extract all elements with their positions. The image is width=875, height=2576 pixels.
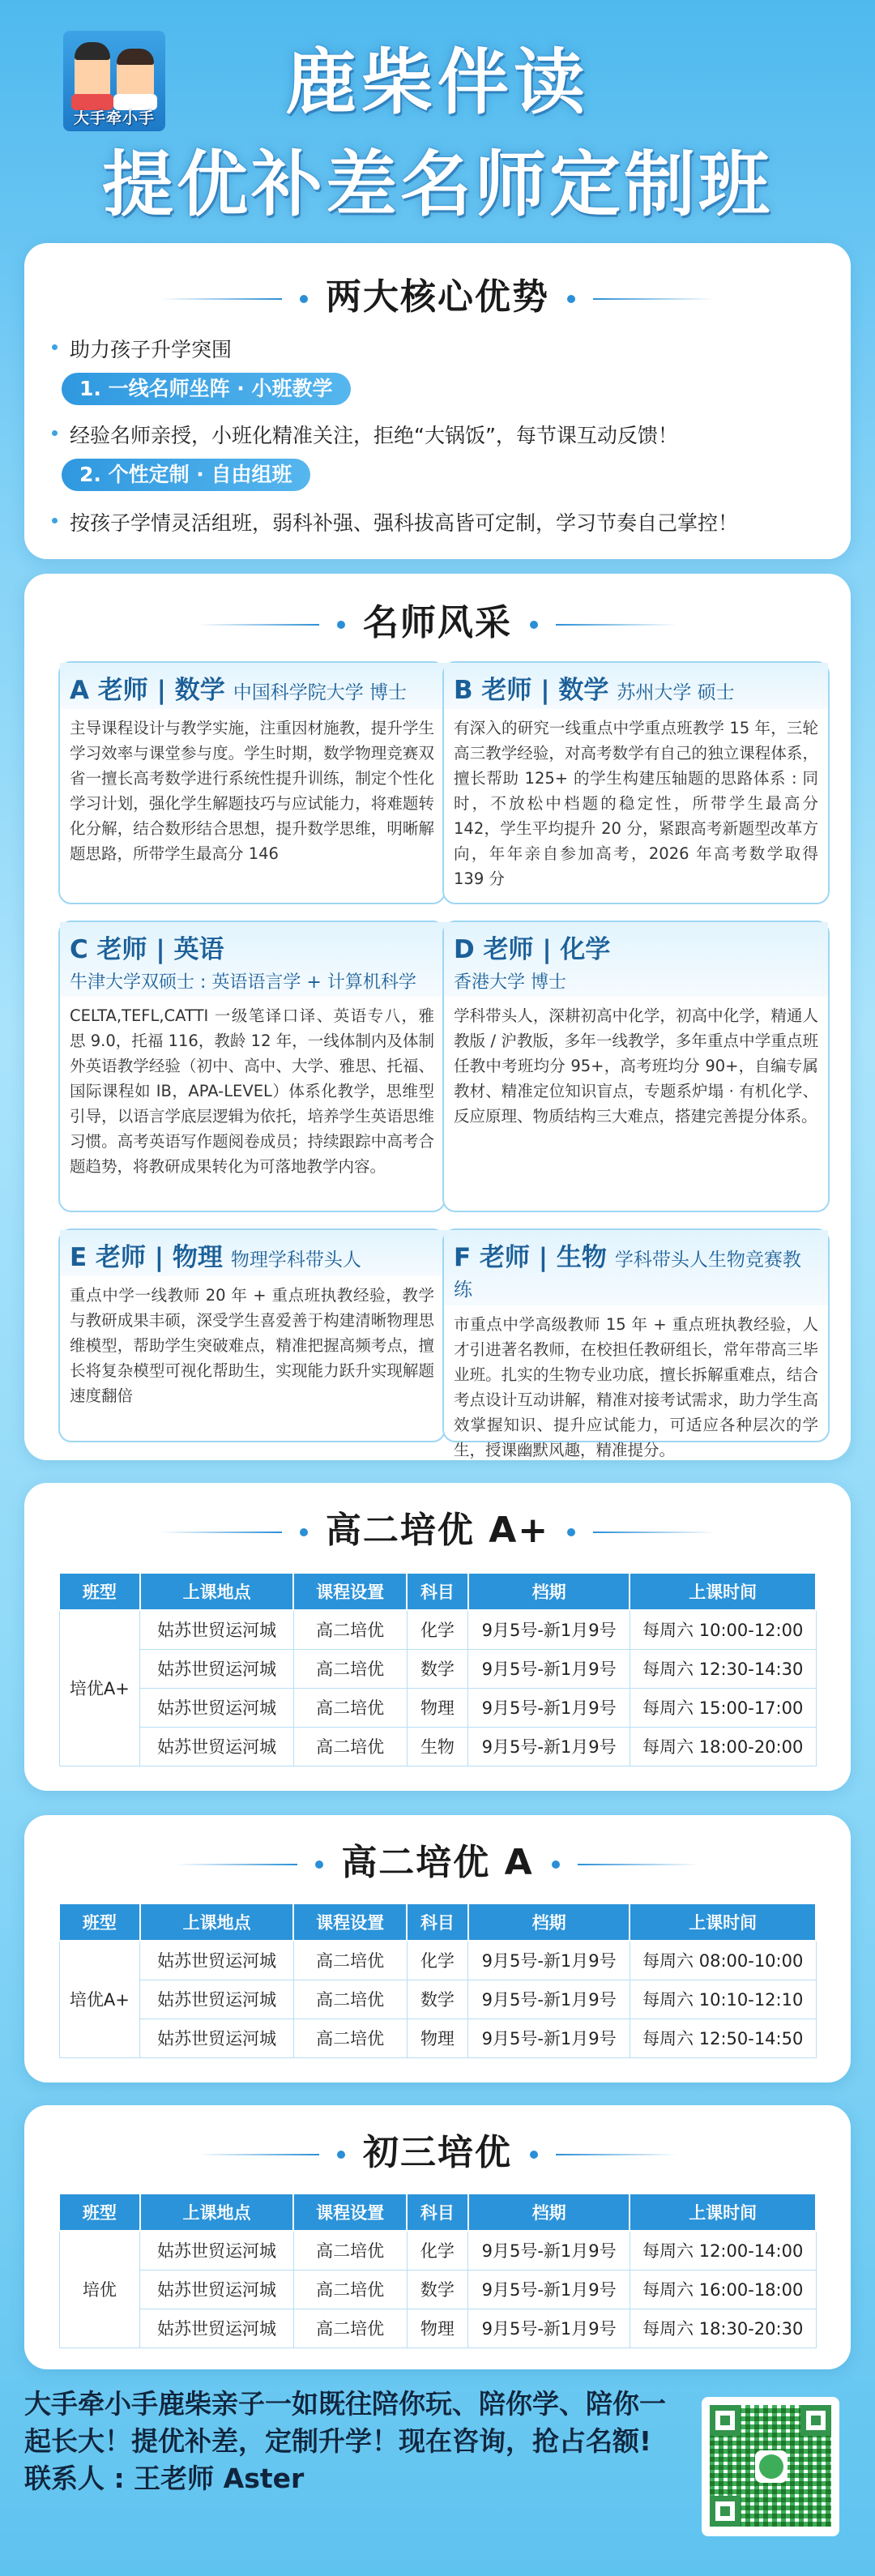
teacher-credential: 苏州大学 硕士	[617, 682, 735, 703]
table-cell: 9月5号-新1月9号	[468, 1727, 630, 1766]
teacher-description: 重点中学一线教师 20 年 + 重点班执教经验，教学与教研成果丰硕，深受学生喜爱善于构建清晰物理思维模型，帮助学生突破难点，精准把握高频考点，擅长将复杂模型可视化帮助生，实现能力跃升实现解题速度翻倍	[70, 1286, 434, 1405]
teacher-card-a	[58, 661, 446, 904]
table-cell: 姑苏世贸运河城	[140, 2309, 294, 2347]
table-cell: 姑苏世贸运河城	[140, 1688, 294, 1727]
table-cell: 高二培优	[293, 1941, 407, 1980]
title-line-left	[160, 1532, 282, 1533]
schedule-title	[24, 2123, 851, 2175]
col-header: 班型	[59, 2194, 140, 2231]
table-cell: 每周六 12:50-14:50	[630, 2019, 816, 2057]
table-cell: 高二培优	[293, 2019, 407, 2057]
table-cell: 化学	[407, 1610, 468, 1649]
table-cell: 姑苏世贸运河城	[140, 1610, 294, 1649]
col-header: 档期	[468, 1903, 630, 1941]
table-row	[59, 1941, 816, 1980]
table-cell: 每周六 08:00-10:00	[630, 1941, 816, 1980]
title-line-right	[593, 1532, 715, 1533]
title-dot-left	[300, 295, 308, 303]
table-cell: 物理	[407, 1688, 468, 1727]
table-cell: 每周六 18:00-20:00	[630, 1727, 816, 1766]
table-cell: 姑苏世贸运河城	[140, 1649, 294, 1688]
table-cell: 生物	[407, 1727, 468, 1766]
advantages-title-text: 两大核心优势	[326, 276, 549, 318]
table-cell: 9月5号-新1月9号	[468, 2309, 630, 2347]
table-cell: 9月5号-新1月9号	[468, 1941, 630, 1980]
table-cell: 高二培优	[293, 2309, 407, 2347]
table-row	[59, 1610, 816, 1649]
teacher-card-f	[442, 1228, 830, 1459]
qr-finder-bottom-left	[710, 2496, 741, 2527]
advantage-2-text: 按孩子学情灵活组班，弱科补强、强科拔高皆可定制，学习节奏自己掌控！	[70, 507, 738, 536]
col-header: 课程设置	[293, 1903, 407, 1941]
col-header: 档期	[468, 2194, 630, 2231]
schedule-table	[58, 2193, 817, 2348]
table-cell: 每周六 10:10-12:10	[630, 1980, 816, 2019]
title-dot-right	[530, 2151, 538, 2159]
col-header: 班型	[59, 1573, 140, 1610]
teacher-card-c	[58, 921, 446, 1212]
title-dot-left	[337, 621, 345, 629]
table-cell: 高二培优	[293, 1610, 407, 1649]
teacher-credential: 物理学科带头人	[230, 1250, 361, 1271]
teacher-header	[444, 922, 828, 997]
table-cell: 物理	[407, 2019, 468, 2057]
advantage-1-title: 1. 一线名师坐阵 · 小班教学	[62, 373, 351, 405]
table-cell: 化学	[407, 2231, 468, 2270]
table-cell: 姑苏世贸运河城	[140, 1980, 294, 2019]
teacher-name: D 老师 | 化学	[454, 935, 611, 964]
teacher-header	[60, 663, 444, 709]
col-header: 班型	[59, 1903, 140, 1941]
page-title-line1: 鹿柴伴读	[284, 41, 590, 124]
teacher-description: 学科带头人，深耕初高中化学，初高中化学，精通人教版 / 沪教版，多年一线教学，多年重点中学重点班任教中考班均分 95+，高考班均分 90+，自编专属教材、精准定位知识盲点，专题系炉塌 · 有机化学、反应原理、物质结构三大难点，搭建完善提分体系。	[454, 1006, 818, 1126]
teachers-title	[24, 593, 851, 645]
table-cell: 高二培优	[293, 2270, 407, 2309]
footer-slogan: 大手牵小手鹿柴亲子一如既往陪你玩、陪你学、陪你一起长大！提优补差，定制升学！现在咨询，抢占名额!	[24, 2388, 666, 2457]
schedule-title-text: 高二培优 A+	[325, 1510, 550, 1551]
table-cell: 姑苏世贸运河城	[140, 2270, 294, 2309]
table-cell: 每周六 12:30-14:30	[630, 1649, 816, 1688]
teacher-credential: 中国科学院大学 博士	[233, 682, 408, 703]
title-line-left	[176, 1864, 297, 1865]
teacher-header	[444, 1230, 828, 1305]
table-cell: 化学	[407, 1941, 468, 1980]
teacher-name: A 老师 | 数学	[70, 676, 225, 705]
teachers-card	[24, 574, 851, 1460]
title-line-left	[198, 2154, 319, 2155]
col-header: 课程设置	[293, 1573, 407, 1610]
title-line-right	[593, 298, 715, 300]
teacher-card-b	[442, 661, 830, 904]
table-row	[59, 1727, 816, 1766]
teacher-name: E 老师 | 物理	[70, 1243, 223, 1272]
title-line-right	[556, 624, 677, 626]
table-cell: 9月5号-新1月9号	[468, 2270, 630, 2309]
table-cell: 姑苏世贸运河城	[140, 2231, 294, 2270]
schedule-table	[58, 1903, 817, 2058]
teacher-header	[60, 922, 444, 997]
col-header: 上课地点	[140, 2194, 294, 2231]
title-line-right	[556, 2154, 677, 2155]
title-dot-left	[315, 1860, 323, 1869]
table-cell: 9月5号-新1月9号	[468, 1649, 630, 1688]
table-cell: 高二培优	[293, 1727, 407, 1766]
schedule-card-a-plus	[24, 1483, 851, 1791]
table-cell: 数学	[407, 1649, 468, 1688]
footer-contact: 联系人 : 王老师 Aster	[24, 2463, 305, 2494]
schedule-title-text: 高二培优 A	[341, 1842, 534, 1883]
advantage-1-text: 经验名师亲授，小班化精准关注，拒绝“大锅饭”，每节课互动反馈！	[70, 420, 678, 449]
teacher-credential: 学科带头人生物竞赛教练	[454, 1250, 801, 1301]
class-type-cell: 培优A+	[59, 1610, 140, 1766]
table-cell: 数学	[407, 2270, 468, 2309]
teacher-card-e	[58, 1228, 446, 1442]
col-header: 上课地点	[140, 1573, 294, 1610]
schedule-title-text: 初三培优	[363, 2132, 512, 2173]
title-dot-right	[552, 1860, 560, 1869]
table-cell: 9月5号-新1月9号	[468, 1610, 630, 1649]
teacher-description: 有深入的研究一线重点中学重点班教学 15 年，三轮高三教学经验，对高考数学有自己的独立课程体系，擅长帮助 125+ 的学生构建压轴题的思路体系 : 同时，不放松中档题的稳定性，所带学生最高分 142，学生平均提升 20 分，紧跟高考新题型改革方向，年年亲自参加高考，2026 年高考数学取得 139 分	[454, 719, 818, 888]
teacher-description: 市重点中学高级教师 15 年 + 重点班执教经验，人才引进著名教师，在校担任教研组长，常年带高三毕业班。扎实的生物专业功底，擅长拆解重难点，结合考点设计互动讲解，精准对接考试需求，助力学生高效掌握知识、提升应试能力，可适应各种层次的学生，授课幽默风趣，精准提分。	[454, 1315, 818, 1459]
title-line-left	[198, 624, 319, 626]
table-header-row	[59, 1903, 816, 1941]
schedule-table	[58, 1572, 817, 1766]
qr-code-pattern	[710, 2405, 831, 2527]
teacher-name: F 老师 | 生物	[454, 1243, 607, 1272]
qr-finder-top-right	[800, 2405, 831, 2436]
table-cell: 高二培优	[293, 1688, 407, 1727]
table-cell: 高二培优	[293, 2231, 407, 2270]
table-row	[59, 2309, 816, 2347]
title-dot-right	[567, 1528, 575, 1536]
col-header: 上课地点	[140, 1903, 294, 1941]
col-header: 科目	[407, 2194, 468, 2231]
qr-code-image[interactable]	[702, 2397, 839, 2536]
advantages-intro: 助力孩子升学突围	[70, 334, 232, 363]
table-cell: 每周六 10:00-12:00	[630, 1610, 816, 1649]
advantages-title	[24, 267, 851, 319]
table-cell: 每周六 16:00-18:00	[630, 2270, 816, 2309]
table-header-row	[59, 2194, 816, 2231]
col-header: 科目	[407, 1903, 468, 1941]
schedule-title	[24, 1501, 851, 1553]
title-dot-left	[300, 1528, 308, 1536]
table-cell: 高二培优	[293, 1649, 407, 1688]
col-header: 上课时间	[630, 1573, 816, 1610]
class-type-cell: 培优	[59, 2231, 140, 2347]
table-row	[59, 2270, 816, 2309]
schedule-card-junior	[24, 2105, 851, 2369]
table-cell: 姑苏世贸运河城	[140, 2019, 294, 2057]
logo-text: 大手牵小手	[73, 109, 155, 127]
schedule-title	[24, 1833, 851, 1885]
table-cell: 数学	[407, 1980, 468, 2019]
table-cell: 姑苏世贸运河城	[140, 1941, 294, 1980]
footer-cta	[24, 2386, 672, 2497]
col-header: 课程设置	[293, 2194, 407, 2231]
table-row	[59, 2231, 816, 2270]
title-line-right	[578, 1864, 699, 1865]
col-header: 上课时间	[630, 2194, 816, 2231]
wechat-icon	[755, 2450, 788, 2483]
col-header: 科目	[407, 1573, 468, 1610]
table-cell: 9月5号-新1月9号	[468, 1980, 630, 2019]
schedule-card-a	[24, 1815, 851, 2083]
teacher-credential: 牛津大学双硕士 : 英语语言学 + 计算机科学	[70, 972, 416, 993]
teacher-card-d	[442, 921, 830, 1212]
advantages-card	[24, 243, 851, 559]
table-cell: 每周六 18:30-20:30	[630, 2309, 816, 2347]
table-cell: 物理	[407, 2309, 468, 2347]
teacher-credential: 香港大学 博士	[454, 972, 566, 993]
table-cell: 姑苏世贸运河城	[140, 1727, 294, 1766]
table-row	[59, 1688, 816, 1727]
table-cell: 9月5号-新1月9号	[468, 2231, 630, 2270]
teacher-name: C 老师 | 英语	[70, 935, 224, 964]
table-cell: 9月5号-新1月9号	[468, 2019, 630, 2057]
col-header: 上课时间	[630, 1903, 816, 1941]
table-cell: 9月5号-新1月9号	[468, 1688, 630, 1727]
title-dot-right	[567, 295, 575, 303]
teacher-header	[60, 1230, 444, 1276]
teacher-name: B 老师 | 数学	[454, 676, 609, 705]
teacher-description: CELTA,TEFL,CATTI 一级笔译口译、英语专八，雅思 9.0，托福 116，教龄 12 年，一线体制内及体制外英语教学经验（初中、高中、大学、雅思、托福、国际课程如 IB，APA-LEVEL）体系化教学，思维型引导，以语言学底层逻辑为依托，培养学生英语思维习惯。高考英语写作题阅卷成员；持续跟踪中高考合题趋势，将教研成果转化为可落地教学内容。	[70, 1006, 434, 1176]
table-header-row	[59, 1573, 816, 1610]
table-row	[59, 1649, 816, 1688]
title-line-left	[160, 298, 282, 300]
col-header: 档期	[468, 1573, 630, 1610]
title-dot-right	[530, 621, 538, 629]
teacher-header	[444, 663, 828, 709]
qr-finder-top-left	[710, 2405, 741, 2436]
page-title-line2: 提优补差名师定制班	[101, 143, 773, 226]
teacher-description: 主导课程设计与教学实施，注重因材施教，提升学生学习效率与课堂参与度。学生时期，数学物理竞赛双省一擅长高考数学进行系统性提升训练，制定个性化学习计划，强化学生解题技巧与应试能力，将难题转化分解，结合数形结合思想，提升数学思维，明晰解题思路，所带学生最高分 146	[70, 719, 434, 863]
table-cell: 每周六 15:00-17:00	[630, 1688, 816, 1727]
class-type-cell: 培优A+	[59, 1941, 140, 2057]
teachers-title-text: 名师风采	[363, 602, 512, 643]
table-cell: 每周六 12:00-14:00	[630, 2231, 816, 2270]
table-row	[59, 2019, 816, 2057]
title-dot-left	[337, 2151, 345, 2159]
table-row	[59, 1980, 816, 2019]
advantage-2-title: 2. 个性定制 · 自由组班	[62, 459, 310, 491]
table-cell: 高二培优	[293, 1980, 407, 2019]
